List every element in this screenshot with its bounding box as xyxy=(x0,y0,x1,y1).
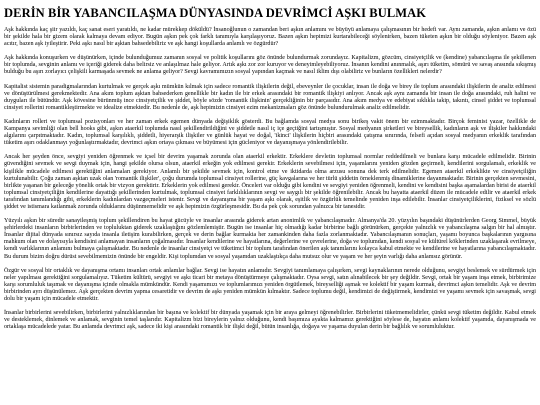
paragraph: Ancak her şeyden önce, sevgiyi yeniden öğrenmek ve içsel bir devrim yaşamak zorunda olan ataerkil erkektir. Erkeklere devletin toplumsal normlar reddedilmeli ve bunlara karşı mücadele edilmelidir. Birinin güvendiğini sevmek ve sevgi duymak için, hangi şekilde olursa olsun, ataerkil erkeğin yok edilmesi gerekir. Erkeklerin sevebilmesi için, yaşamlarını yeniden gözden geçirmeli, kendilerini sorgulamalı, erkeklik ve kişilikle mücadele edilmesi gerektiğini anlamaları gerekiyor. Anlamlı bir şekilde sevmek için, kontrol etme ve iktidarda olma arzusu sonuna dek terk edilmelidir. Egemen ataerkil erkeklikte ve cinsiyetçiliğin kurtulunabilir. Çoğu zaman aşktan uzak olan 'romantik ilişkiler', çoğu durumda toplumsal cinsiyet rollerine, güç kavgalarına ve her türlü şiddetin örneklenmiş dinamiklerine dayanmaktadır. Birinin gerçekten sevmesini, birlikte yaşanan bir geleceğe yönelik ortak bir vizyon gerektirir. Erkeklerin yok edilmesi gerekir. Önceleri var olduğu gibi kendini ve sevgiyi yeniden öğrenmeli, kendini ve kendisini başka aşamalardan birisi de ataerkil toplumsal cinsiyetçiliğin kendilerine dayattığı şekillerinden kurtulmak, toplumsal cinsiyet farklılıklarının sevgi ve saygılı bir şekilde öğrenilebilir. Ancak bu hayatta ataerkil düzen ile mücadele edilir ve ataerkil erkek tarafından tanımlandığı gibi, erkeklerin kadınlardan vazgeçmeleri istenir. Sevgi ve dayanışma bir yaşam aşkı olarak, eşitlik ve özgürlük temelinde yeniden inşa edilebilir. İnsanlar cinsiyetçiliklerini, fiziksel ve sözlü şiddet ve istismara katlanmak zorunda olduklarını düşünmemelidir ve aşk hepimizin özgürleşmesidir. Bu da pek çok sorundan yalnızca bir tanesidir. xyxy=(4,154,536,210)
paragraph: İnsanlar birbirlerini sevebilirken, birbirlerini yalnızlıklarından bir başına ve kolektif bir dünyada yaşamak için bir araya gelmeyi öğrenebilirler. Birbirlerini tüketmemelidirler, çünkü sevgi tüketim değildir. Kabul etmek ve desteklemek, dinlemek ve anlamak, sevginin temel taşlarıdır. Kapitalizm bizi bireylerin yalnız olduğunu, kendi başımıza ayakta kalmamız gerektiğini söylese de, hayatın anlamı kolektif yaşamda, dayanışmada ve ortaklaşa mücadelede yatar. Bu anlamda devrimci aşk, sadece iki kişi arasındaki romantik bir ilişki değil, bütün insanlığa, doğaya ve yaşama duyulan derin bir bağlılık ve sorumluluktur. xyxy=(4,310,536,331)
paragraph: Yüzyılı aşkın bir süredir sanayileşmiş toplum şekillendiren bu hayat gücüyle ve insanlar arasında giderek artan anonimlik ve yabancılaşmadır. Almanya'da 20. yüzyılın başındaki düşünürlerden Georg Simmel, büyük şehirlerdeki insanların birbirlerinden ve topluluktan giderek uzaklaştığını gözlemlemiştir. Bugün ise insanlar hiç olmadığı kadar birbirine bağlı görünürken, gerçekte yalnızlık ve yabancılaşma salgın bir hal almıştır. İnsanlar dijital dünyada sınırsız sayıda insanla iletişim kurabilirken, gerçek ve derin bağlar kurmakta her zamankinden daha fazla zorlanmaktadır. Yabancılaşmanın sonuçları, yaşamı boyunca başkalarının yargısına mahkum olan ve dolayısıyla kendisini anlamayan insanların çoğalmasıdır. İnsanlar kendilerine ve hayatlarına, değerlerine ve çevrelerine, doğa ve toplumdan, kendi sosyal ve kültürel köklerinden uzaklaşarak evrilmeye, kendi varlıklarının anlamını bulmaya çalışmaktadır. Bu nedenle de insanlar cinsiyetçi ve tüketimci bir toplum tarafından önerilen aşk tanımlarını kolayca kabul etmekte ve kendilerine ve hayatlarına yabancılaşmaktadır. Bu durum bizim doğru dürüst sevebilmemizin önünde bir engeldir. Kişi toplumdan ve sosyal yaşamdan uzaklaştıkça daha mutsuz olur ve yaşam ve her şeyin varlığı daha anlamsız görünür. xyxy=(4,218,536,260)
paragraph: Kadınların rolleri ve toplumsal pozisyonları ve her zaman erkek egemen dünyada değişiklik gösterdi. Bu bağlamda sosyal medya sonu birikeş vakit önem bir ezimmaktadır. Birçok feminist yazar, özellikle de Kampanya sevimliği olan bell hooks gibi, aşkın ataerkil toplumda nasıl şekillendirildiğini ve şiddetle nasıl iç içe geçtiğini tartışmıştır. Sosyal medyanın şirketleri ve bireysellik, kadınların aşk ve ilişkiler hakkındaki algılarını çarpıtmaktadır. Kadın, toplumsal karşılıklı, şiddetli, hiyerarşik ilişkiler ve günlük hayat ve doğal, 'ikinci' ilişkilerin hiçbiri arasındaki çatışma sınırında, felsefi açıdan sosyal medyanın erkeklik tarafından tüketim aşırı odaklanmayı yoğunlaştırmaktadır, devrimci aşkın ortaya çıkması ve büyümesi için gücleniyor ve dayanışmaya yönlendirilebilir. xyxy=(4,118,536,147)
paragraph: Aşk hakkında konuşurken ve düşünürken, içinde bulunduğumuz zamanın sosyal ve politik koşullarını göz önünde bulundurmak zorundayız. Kapitalizm, gözcüm, cinsiyetçilik ve (kendine) yabancılaşma ile şekillenen bir toplumda, sevginin anlamı ve içeriği giderek daha belirsiz ve anlaşılmaz hale geliyor. Artık aşkı zor zor kuruyor ve deneyimleyebiliyoruz. İnsanın kendini anınmalık, aşırı tüketim, sömürü ve savaş arasında sıkışmış bulduğu bu aşırı zorlayıcı çelişkili karmaşada sevmek ne anlama geliyor? Sevgi kavramımızın sosyal yapından kaçmak ve nasıl iklim dışı olabiliriz ve bunların özellikleri nelerdir? xyxy=(4,55,536,76)
article-body xyxy=(4,27,536,331)
article-title: DERİN BİR YABANCILAŞMA DÜNYASINDA DEVRİMCİ AŞKI BULMAK xyxy=(4,6,427,20)
paragraph: Özgür ve sosyal bir ortaklık ve dayanışma ortamı insanları ortak anlamlar bağlar. Sevgi ise hayatın anlamıdır. Sevgiyi tanımlamaya çalışırken, sevgi kaynaklarının nerede olduğunu, sevgiyi beslemek ve sürdürmek için neler yapılması gerektiğini sorgulamalıyız. Tüketim kültürü, sevgiyi ve aşkı ticari bir metaya dönüştürmeye çalışmaktadır. Oysa sevgi, satın alınabilecek bir şey değildir. Sevgi, ortak bir yaşam inşa etmek, birbirimize karşı sorumluluk taşımak ve dayanışma içinde olmakla mümkündür. Kendi yaşamımızı ve toplumlarımızı yeniden örgütlemek, bireyselliği aşmak ve kolektif bir yaşam kurmak, devrimci aşkın temelidir. Aşk ve devrim birbirinden ayrı düşünülemez. Aşk gerçekten devrim yapma cesaretidir ve devrim de aşkı yeniden mümkün kılmaktır. Sadece toplumu değil, kendimizi de değiştirmek, kendimizi ve yaşamı sevmek için savaşmak, sevgi dolu bir yaşam için mücadele etmektir. xyxy=(4,267,536,302)
paragraph: Kapitalist sistemin paradigmalarından kurtulmak ve gerçek aşkı mümkün kılmak için sadece romantik ilişkilerin değil, ebeveynler ile çocuklar, insan ile doğa ve birey ile toplum arasındaki ilişkilerin de analiz edilmesi ve dönüştürülmesi gerekmektedir. Ana akım toplum aşktan bahsederken genellikle bir kadın ile bir erkek arasındaki bir romantik ilişkiyi anlıyor. Ancak aşk aynı zamanda bir insan ile doğa arasındaki, ruh halini ve duyguları ile bütündür. Aşk kövesine bürünmüş ince cinsiyetçilik ve şiddet, böyle sözde 'romantik ilişkinin' gerçekliğinin bir parçasıdır. Ana akım medya ve edebiyat sıklıkla takip, takıntı, cinsel şiddet ve toplumsal cinsiyet rollerini romantikleştirmekte ve idealize etmektedir. Bu nedenle de, aşk hepimizin cinsiyet ezim mekanizmaları göz önünde bulundurulmak analiz edilmelidir. xyxy=(4,83,536,111)
paragraph: Aşk hakkında kaç şiir yazıldı, kaç sanat eseri yaratıldı, ne kadar mürekkep döküldü? İnsanoğlunun o zamandan beri aşkın anlamını ve büyüyü anlamaya çalışmasının bir hedefi var. Aynı zamanda, aşkın anlamı ve özü bir şekilde hala bir gizem olarak kalmaya devam ediyor. Bugün aşkın pek çok farklı tanımıyla karşılaşıyoruz. Bazen aşkın hepimizi kurtarabileceği söylenirken, bazen tüketen aşkın bir olduğu söyleniyor. Bazen aşk acıtır, bazen aşk iyileştirir. Peki aşkı nasıl bir aşktan bahsedebiliriz ve aşk hangi koşullarda anlamlı ve özgürdür? xyxy=(4,27,536,48)
